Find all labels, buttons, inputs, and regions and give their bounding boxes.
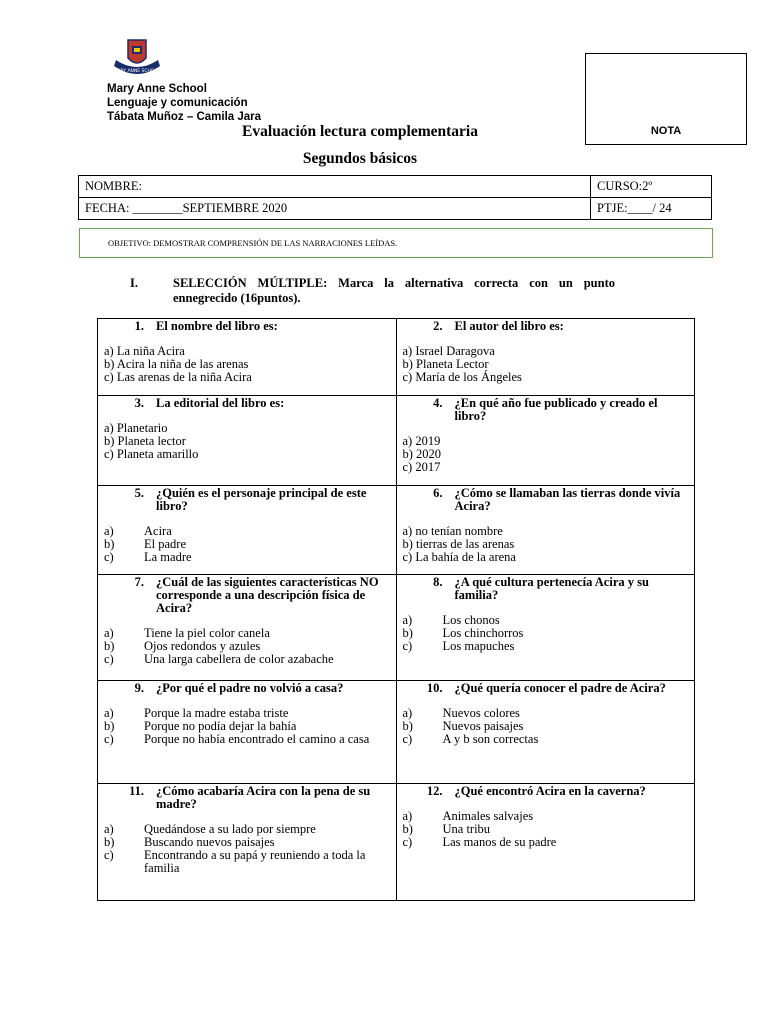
option-letter: a) <box>402 706 413 720</box>
option-letter: b) <box>104 639 115 653</box>
option-letter: a) <box>402 613 413 627</box>
option-letter: c) <box>104 732 114 746</box>
question-row <box>98 575 695 681</box>
section-number: I. <box>130 276 138 290</box>
answer-option[interactable]: a) La niña Acira <box>104 344 185 358</box>
grade-label: NOTA <box>650 125 682 137</box>
option-letter: a) <box>104 706 114 720</box>
info-row <box>79 176 712 198</box>
answer-option[interactable]: c) María de los Ángeles <box>402 370 522 384</box>
question-number: 1. <box>134 319 144 333</box>
question-text: ¿Cómo acabaría Acira con la pena de su madre? <box>156 784 371 811</box>
teacher-names: Tábata Muñoz – Camila Jara <box>107 111 262 123</box>
option-letter: c) <box>402 732 413 746</box>
question-row <box>98 486 695 575</box>
date-field[interactable]: FECHA: ________SEPTIEMBRE 2020 <box>79 198 591 220</box>
question-cell <box>396 575 695 681</box>
answer-option[interactable]: c) Planeta amarillo <box>104 447 199 461</box>
option-letter: b) <box>402 719 413 733</box>
question-number: 12. <box>426 784 443 798</box>
option-letter: c) <box>104 848 114 862</box>
option-letter: a) <box>402 809 413 823</box>
question-number: 11. <box>129 784 144 798</box>
question-text: ¿En qué año fue publicado y creado el libro? <box>454 396 658 423</box>
question-number: 4. <box>433 396 443 410</box>
option-text: Quedándose a su lado por siempre <box>144 822 316 836</box>
answer-option[interactable]: a) Israel Daragova <box>402 344 495 358</box>
question-text: ¿Cuál de las siguientes características NO corresponde a una descripción física de Acira? <box>156 575 379 615</box>
option-text: Los chonos <box>442 613 500 627</box>
page-title: Evaluación lectura complementaria <box>242 123 478 140</box>
question-grid <box>97 318 695 901</box>
question-number: 3. <box>134 396 144 410</box>
answer-option[interactable] <box>104 733 390 746</box>
question-row <box>98 681 695 784</box>
question-cell <box>98 575 397 681</box>
question-row <box>98 396 695 486</box>
option-text: Porque no había encontrado el camino a casa <box>144 732 370 746</box>
answer-option[interactable]: b) Acira la niña de las arenas <box>104 357 249 371</box>
option-text: Los mapuches <box>442 639 515 653</box>
grade-box <box>585 53 747 145</box>
question-number: 10. <box>426 681 443 695</box>
option-text: La madre <box>144 550 192 564</box>
question-number: 6. <box>433 486 443 500</box>
option-text: Porque no podía dejar la bahía <box>144 719 297 733</box>
school-logo <box>108 38 166 84</box>
question-number: 5. <box>134 486 144 500</box>
question-cell <box>396 396 695 486</box>
option-letter: c) <box>104 652 114 666</box>
answer-option[interactable] <box>104 653 390 666</box>
option-letter: c) <box>104 550 114 564</box>
objective-box: OBJETIVO: DEMOSTRAR COMPRENSIÓN DE LAS NARRACIONES LEÍDAS. <box>79 228 713 258</box>
question-cell <box>396 681 695 784</box>
option-letter: b) <box>104 835 115 849</box>
section-text: SELECCIÓN MÚLTIPLE: Marca la alternativa correcta con un punto ennegrecido (16puntos). <box>173 276 615 305</box>
question-text: El autor del libro es: <box>454 319 564 333</box>
option-letter: a) <box>104 822 114 836</box>
student-info-table <box>78 175 712 220</box>
question-text: ¿A qué cultura pertenecía Acira y su familia? <box>454 575 649 602</box>
question-text: ¿Quién es el personaje principal de este libro? <box>156 486 367 513</box>
score-field[interactable]: PTJE:____/ 24 <box>591 198 712 220</box>
question-number: 8. <box>433 575 443 589</box>
option-text: Nuevos colores <box>442 706 520 720</box>
question-text: El nombre del libro es: <box>156 319 278 333</box>
option-text: Buscando nuevos paisajes <box>144 835 275 849</box>
option-text: Acira <box>144 524 172 538</box>
option-text: Nuevos paisajes <box>442 719 524 733</box>
question-cell <box>98 681 397 784</box>
answer-option[interactable] <box>104 551 390 564</box>
option-text: Una larga cabellera de color azabache <box>144 652 334 666</box>
answer-option[interactable] <box>403 640 689 653</box>
subject-name: Lenguaje y comunicación <box>107 97 248 109</box>
question-number: 7. <box>134 575 144 589</box>
option-text: Animales salvajes <box>442 809 534 823</box>
answer-option[interactable]: a) 2019 <box>402 434 441 448</box>
question-cell <box>396 319 695 396</box>
option-text: Una tribu <box>442 822 491 836</box>
answer-option[interactable] <box>104 849 390 875</box>
option-letter: b) <box>402 626 413 640</box>
school-name: Mary Anne School <box>107 83 207 95</box>
question-number: 9. <box>134 681 144 695</box>
option-text: Encontrando a su papá y reuniendo a toda la familia <box>144 848 366 875</box>
option-text: El padre <box>144 537 186 551</box>
question-text: La editorial del libro es: <box>156 396 285 410</box>
page-subtitle: Segundos básicos <box>302 150 418 167</box>
question-text: ¿Qué encontró Acira en la caverna? <box>454 784 646 798</box>
option-text: Porque la madre estaba triste <box>144 706 289 720</box>
info-row <box>79 198 712 220</box>
answer-option[interactable] <box>403 836 689 849</box>
course-field[interactable]: CURSO:2º <box>591 176 712 198</box>
question-cell <box>98 319 397 396</box>
option-letter: b) <box>402 822 413 836</box>
question-row <box>98 319 695 396</box>
question-cell <box>396 486 695 575</box>
option-letter: b) <box>104 537 115 551</box>
question-cell <box>98 396 397 486</box>
answer-option[interactable]: b) tierras de las arenas <box>402 537 515 551</box>
name-field[interactable]: NOMBRE: <box>79 176 591 198</box>
school-header <box>107 82 261 124</box>
question-number: 2. <box>433 319 443 333</box>
option-letter: b) <box>104 719 115 733</box>
question-text: ¿Cómo se llamaban las tierras donde vivía Acira? <box>454 486 681 513</box>
option-text: Las manos de su padre <box>442 835 557 849</box>
question-text: ¿Por qué el padre no volvió a casa? <box>156 681 344 695</box>
question-row <box>98 784 695 901</box>
option-text: A y b son correctas <box>442 732 539 746</box>
answer-option[interactable] <box>403 733 689 746</box>
option-text: Tiene la piel color canela <box>144 626 270 640</box>
answer-option[interactable]: c) La bahía de la arena <box>402 550 516 564</box>
answer-option[interactable]: c) 2017 <box>402 460 441 474</box>
answer-option[interactable]: b) 2020 <box>402 447 442 461</box>
option-letter: a) <box>104 524 114 538</box>
question-cell <box>396 784 695 901</box>
logo-text: MARY ANNE SCHOOL <box>113 69 161 74</box>
option-text: Los chinchorros <box>442 626 524 640</box>
question-text: ¿Qué quería conocer el padre de Acira? <box>454 681 666 695</box>
answer-option[interactable]: c) Las arenas de la niña Acira <box>104 370 252 384</box>
answer-option[interactable]: b) Planeta lector <box>104 434 186 448</box>
answer-option[interactable]: b) Planeta Lector <box>402 357 489 371</box>
option-letter: c) <box>402 639 413 653</box>
question-cell <box>98 486 397 575</box>
option-letter: a) <box>104 626 114 640</box>
answer-option[interactable]: a) Planetario <box>104 421 168 435</box>
question-cell <box>98 784 397 901</box>
option-text: Ojos redondos y azules <box>144 639 261 653</box>
option-letter: c) <box>402 835 413 849</box>
answer-option[interactable]: a) no tenían nombre <box>402 524 503 538</box>
